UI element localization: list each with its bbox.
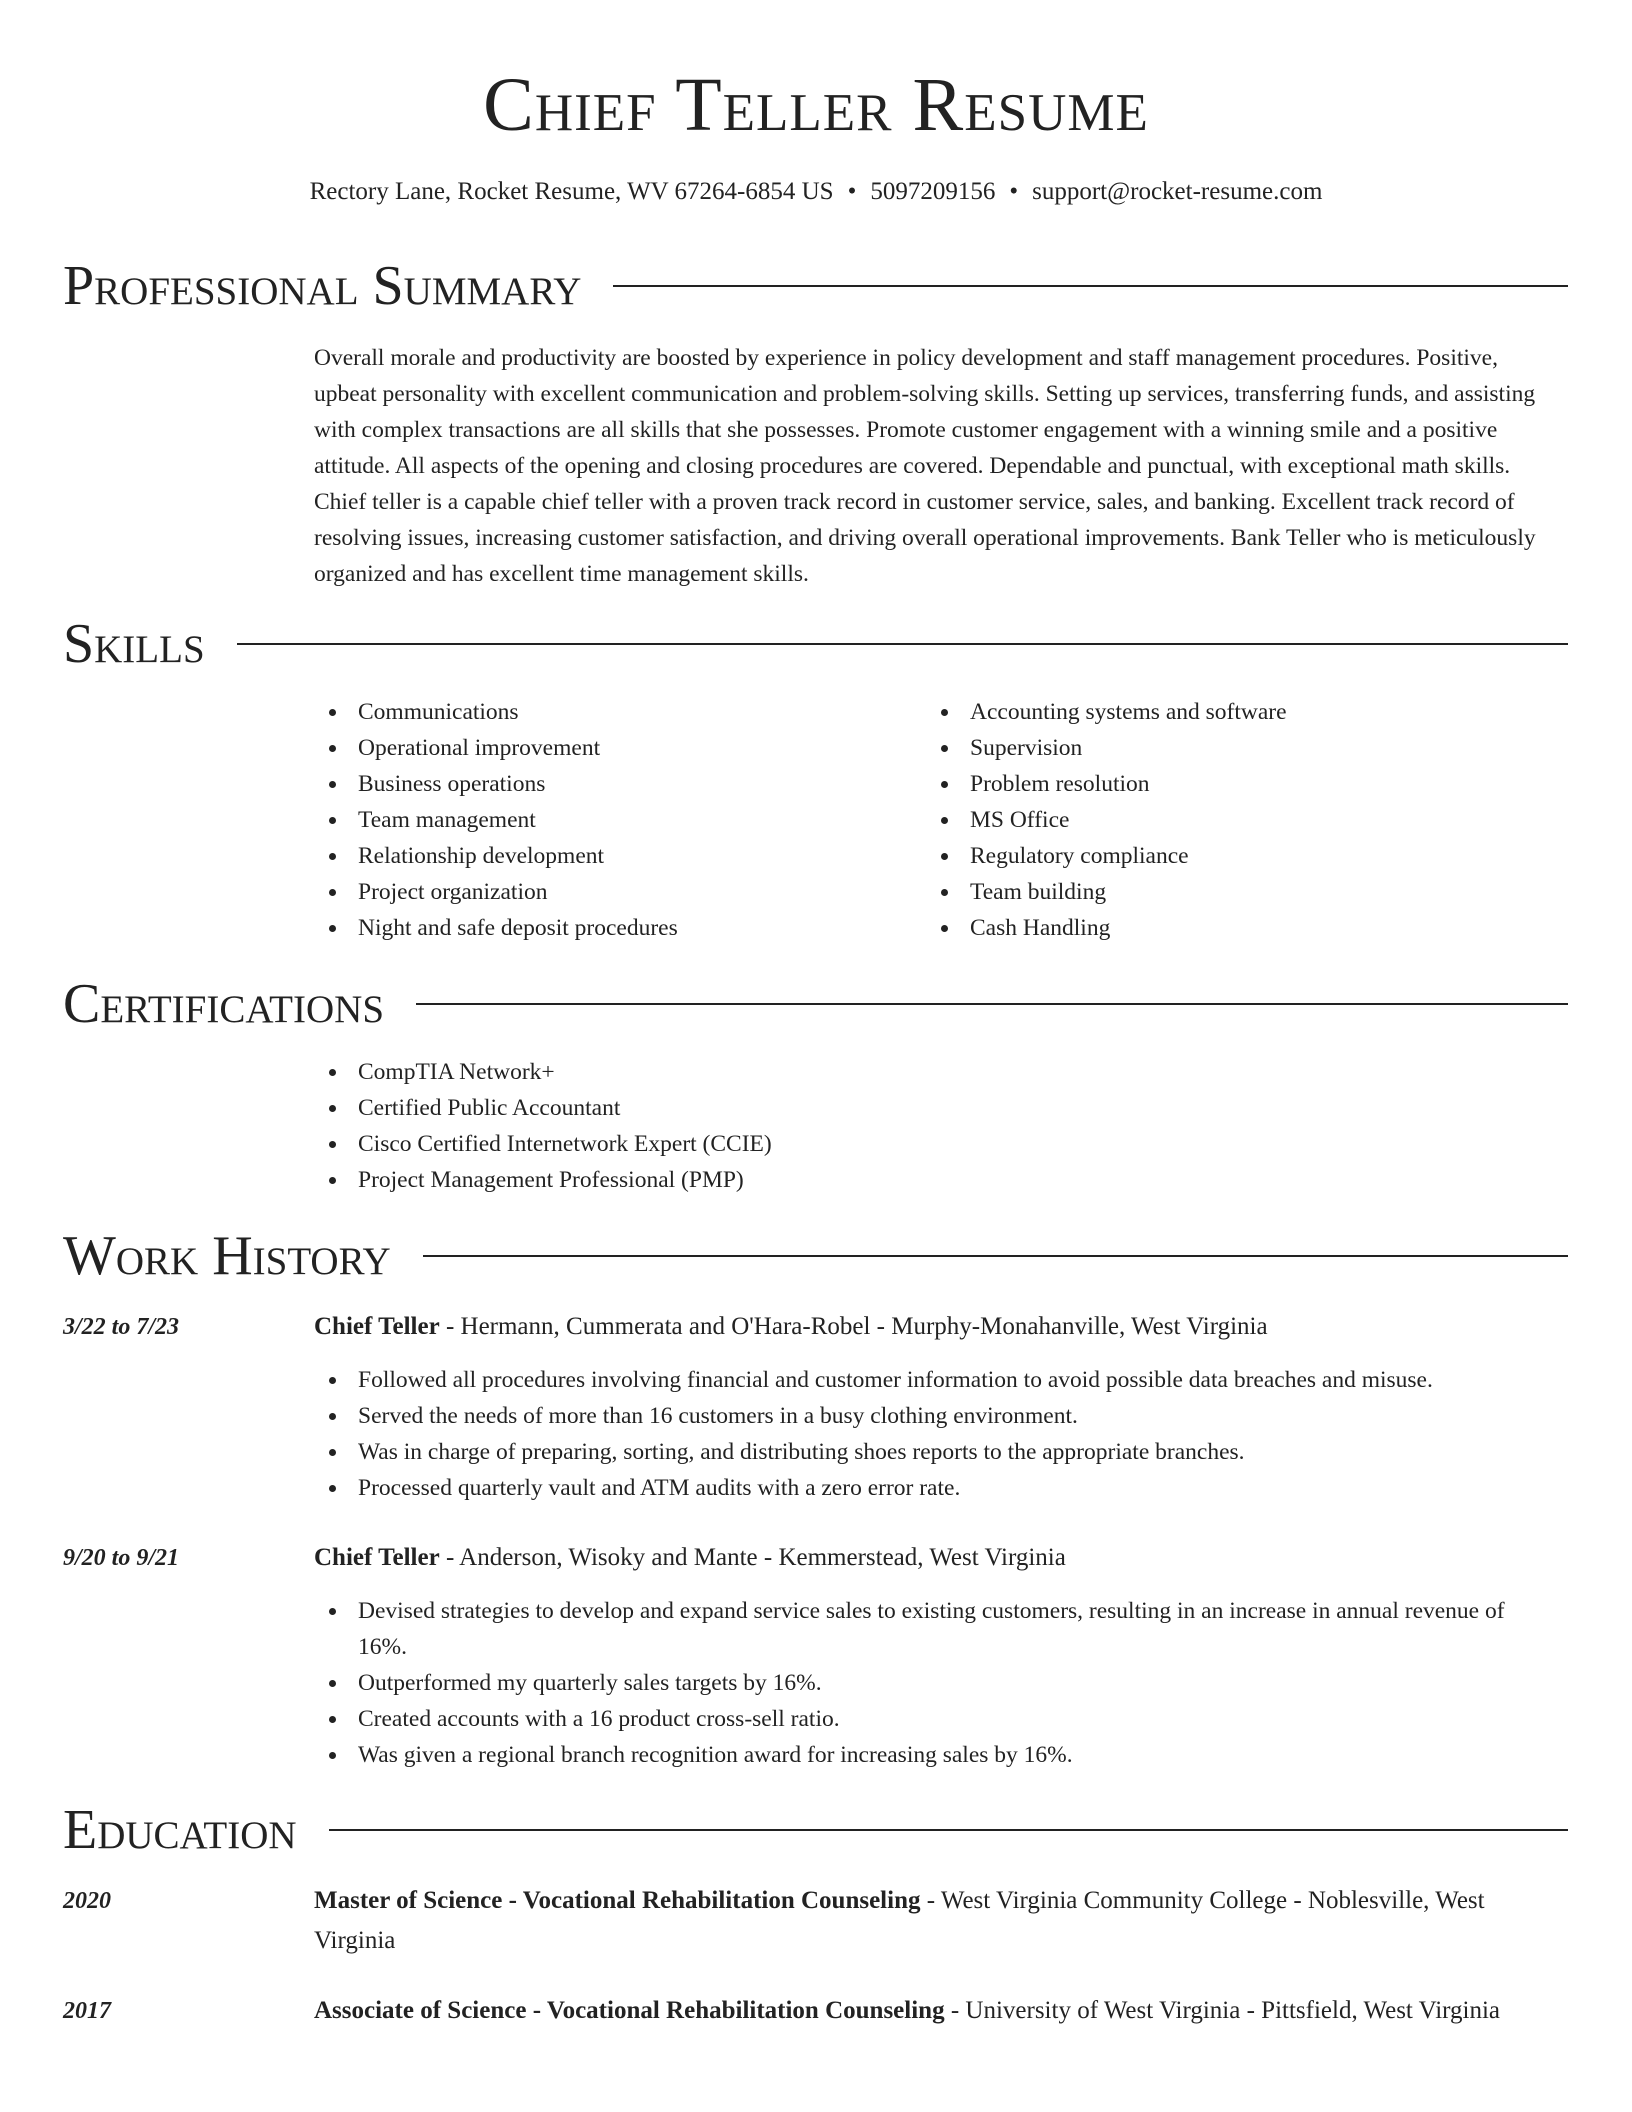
contact-address: Rectory Lane, Rocket Resume, WV 67264-6854 US (309, 178, 834, 205)
summary-heading-label: Professional Summary (63, 255, 582, 317)
skill-item: Accounting systems and software (926, 694, 1526, 730)
skill-item: Business operations (314, 766, 914, 802)
section-divider (613, 285, 1568, 287)
certification-item: Cisco Certified Internetwork Expert (CCIE) (314, 1126, 1536, 1162)
certifications-list (314, 1054, 1536, 1198)
contact-line (0, 175, 1632, 209)
section-divider (416, 1003, 1568, 1005)
job-bullet: Created accounts with a 16 product cross-sell ratio. (314, 1701, 1554, 1737)
education-school: - University of West Virginia - Pittsfield, West Virginia (944, 1997, 1501, 2024)
resume-title: Chief Teller Resume (483, 63, 1149, 147)
education-entry (314, 1881, 1536, 1961)
contact-separator: • (1009, 178, 1019, 205)
section-divider (237, 643, 1568, 645)
job-bullet: Devised strategies to develop and expand service sales to existing customers, resulting in an increase in annual revenue of 16%. (314, 1593, 1554, 1665)
education-degree: Master of Science - Vocational Rehabilitation Counseling (314, 1887, 921, 1914)
education-entry (314, 1991, 1536, 2031)
skill-item: Problem resolution (926, 766, 1526, 802)
job-bullets (314, 1362, 1554, 1506)
skill-item: Team management (314, 802, 914, 838)
job-bullet: Was given a regional branch recognition award for increasing sales by 16%. (314, 1737, 1554, 1773)
job-title-line (314, 1307, 1536, 1347)
job-role: Chief Teller (314, 1313, 440, 1340)
job-title-line (314, 1538, 1536, 1578)
job-bullets (314, 1593, 1554, 1773)
education-year: 2020 (63, 1888, 111, 1914)
contact-separator: • (847, 178, 857, 205)
section-divider (329, 1829, 1568, 1831)
work-heading-label: Work History (63, 1225, 391, 1287)
education-degree: Associate of Science - Vocational Rehabilitation Counseling (314, 1997, 945, 2024)
job-dates: 3/22 to 7/23 (63, 1314, 180, 1340)
certifications-heading-label: Certifications (63, 973, 385, 1035)
job-role: Chief Teller (314, 1544, 440, 1571)
job-bullet: Outperformed my quarterly sales targets by 16%. (314, 1665, 1554, 1701)
skills-list-right (926, 694, 1526, 946)
job-bullet: Served the needs of more than 16 customers in a busy clothing environment. (314, 1398, 1554, 1434)
education-heading-label: Education (63, 1799, 297, 1861)
education-year: 2017 (63, 1998, 111, 2024)
skills-list-left (314, 694, 914, 946)
job-bullet: Was in charge of preparing, sorting, and distributing shoes reports to the appropriate branches. (314, 1434, 1554, 1470)
job-employer: - Anderson, Wisoky and Mante - Kemmerstead, West Virginia (439, 1544, 1066, 1571)
skill-item: Operational improvement (314, 730, 914, 766)
skill-item: Night and safe deposit procedures (314, 910, 914, 946)
skills-section-heading (63, 614, 1568, 674)
skill-item: Regulatory compliance (926, 838, 1526, 874)
contact-phone: 5097209156 (870, 178, 996, 205)
skill-item: Communications (314, 694, 914, 730)
skill-item: Cash Handling (926, 910, 1526, 946)
skill-item: Relationship development (314, 838, 914, 874)
summary-section-heading (63, 256, 1568, 316)
job-bullet: Processed quarterly vault and ATM audits with a zero error rate. (314, 1470, 1554, 1506)
skill-item: Supervision (926, 730, 1526, 766)
job-bullet: Followed all procedures involving financial and customer information to avoid possible data breaches and misuse. (314, 1362, 1554, 1398)
education-section-heading (63, 1800, 1568, 1860)
section-divider (423, 1255, 1568, 1257)
certification-item: CompTIA Network+ (314, 1054, 1536, 1090)
skills-heading-label: Skills (63, 613, 205, 675)
skill-item: MS Office (926, 802, 1526, 838)
certifications-section-heading (63, 974, 1568, 1034)
contact-email[interactable]: support@rocket-resume.com (1032, 178, 1323, 205)
skill-item: Team building (926, 874, 1526, 910)
job-employer: - Hermann, Cummerata and O'Hara-Robel - Murphy-Monahanville, West Virginia (439, 1313, 1268, 1340)
job-dates: 9/20 to 9/21 (63, 1545, 180, 1571)
skill-item: Project organization (314, 874, 914, 910)
summary-text: Overall morale and productivity are boosted by experience in policy development and staff management procedures. Positive, upbeat personality with excellent communication and problem-solving skills. Setting up services, transferring funds, and assisting with complex transactions are all skills that she possesses. Promote customer engagement with a winning smile and a positive attitude. All aspects of the opening and closing procedures are covered. Dependable and punctual, with exceptional math skills. Chief teller is a capable chief teller with a proven track record in customer service, sales, and banking. Excellent track record of resolving issues, increasing customer satisfaction, and driving overall operational improvements. Bank Teller who is meticulously organized and has excellent time management skills. (314, 345, 1536, 587)
certification-item: Certified Public Accountant (314, 1090, 1536, 1126)
education-school: - West Virginia Community College - Noblesville, West Virginia (314, 1887, 1485, 1954)
work-section-heading (63, 1226, 1568, 1286)
certification-item: Project Management Professional (PMP) (314, 1162, 1536, 1198)
